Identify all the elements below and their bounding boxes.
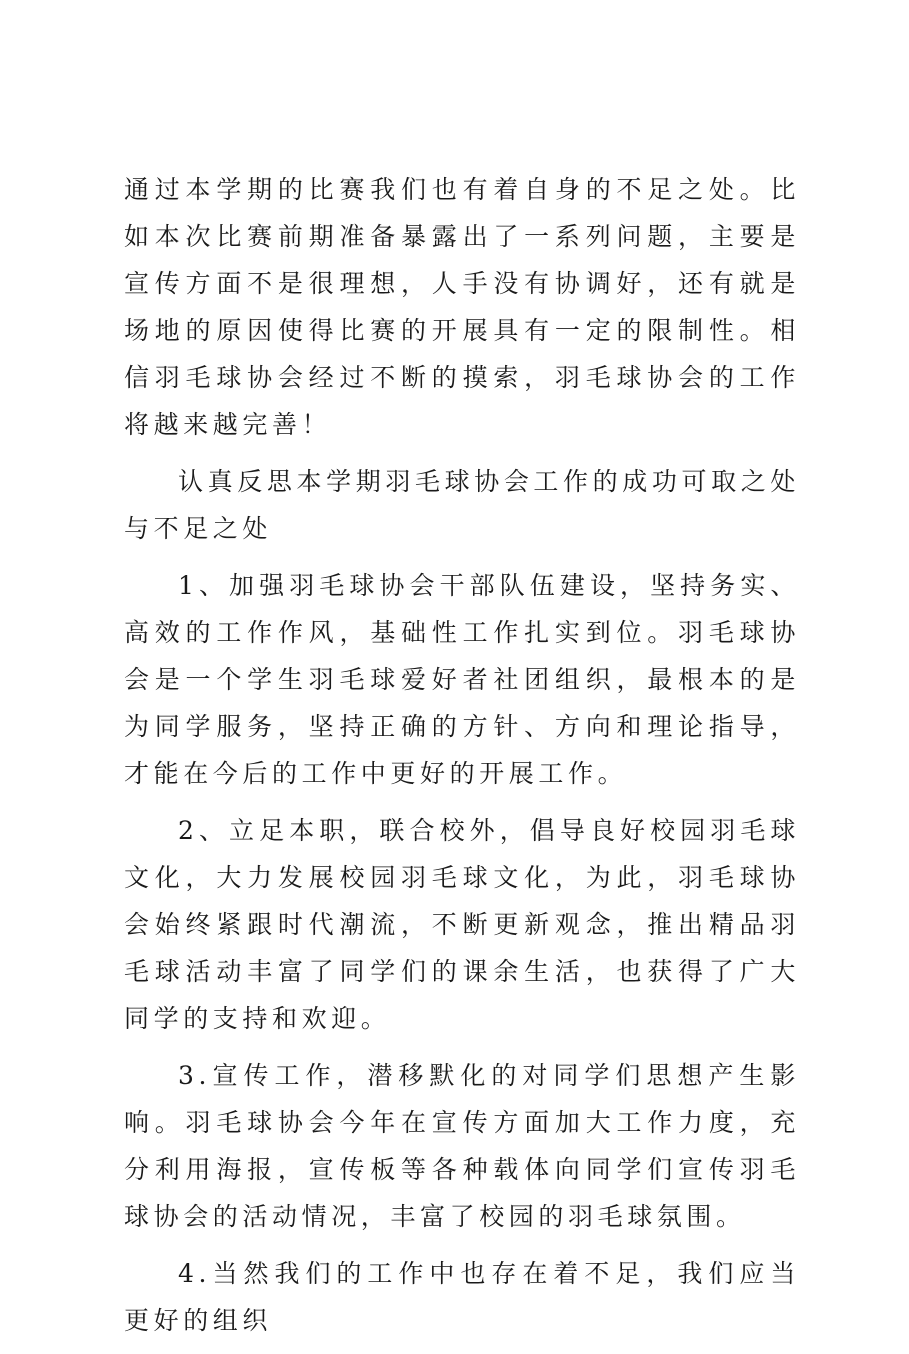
paragraph-1: 通过本学期的比赛我们也有着自身的不足之处。比如本次比赛前期准备暴露出了一系列问题，主要是宣传方面不是很理想，人手没有协调好，还有就是场地的原因使得比赛的开展具有一定的限制性。相信羽毛球协会经过不断的摸索，羽毛球协会的工作将越来越完善！: [124, 175, 800, 439]
paragraph-3: 1、加强羽毛球协会干部队伍建设，坚持务实、高效的工作作风，基础性工作扎实到位。羽毛球协会是一个学生羽毛球爱好者社团组织，最根本的是为同学服务，坚持正确的方针、方向和理论指导，才能在今后的工作中更好的开展工作。: [124, 571, 800, 788]
document-body: [124, 166, 800, 1354]
paragraph-4: 2、立足本职，联合校外，倡导良好校园羽毛球文化，大力发展校园羽毛球文化，为此，羽毛球协会始终紧跟时代潮流，不断更新观念，推出精品羽毛球活动丰富了同学们的课余生活，也获得了广大同学的支持和欢迎。: [124, 816, 800, 1033]
paragraph-2: 认真反思本学期羽毛球协会工作的成功可取之处与不足之处: [124, 467, 800, 543]
paragraph-5: 3.宣传工作，潜移默化的对同学们思想产生影响。羽毛球协会今年在宣传方面加大工作力度，充分利用海报，宣传板等各种载体向同学们宣传羽毛球协会的活动情况，丰富了校园的羽毛球氛围。: [124, 1061, 800, 1231]
paragraph-6: 4.当然我们的工作中也存在着不足，我们应当更好的组织: [124, 1259, 800, 1335]
